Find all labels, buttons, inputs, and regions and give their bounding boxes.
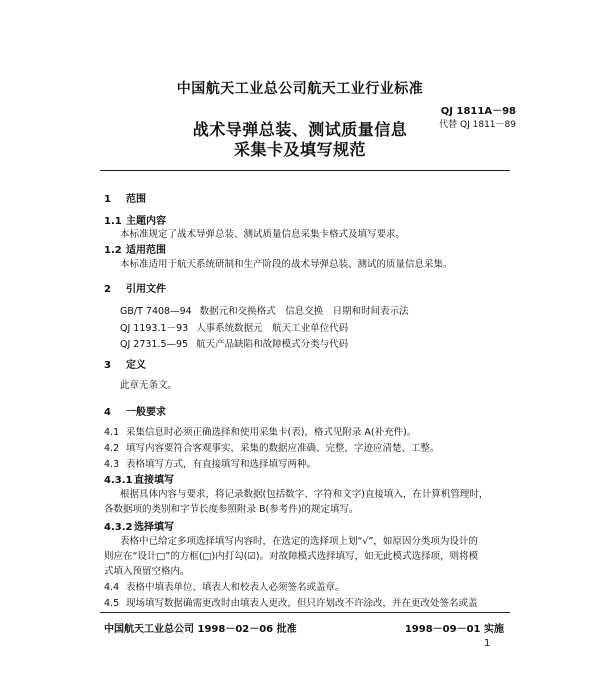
- section-1-2-number: 1.2: [104, 245, 122, 256]
- section-2-number: 2: [104, 284, 111, 295]
- section-4-3-2-heading: [104, 518, 174, 533]
- section-4-3-2-number: 4.3.2: [104, 522, 133, 533]
- section-4-3-1-heading: [104, 471, 174, 486]
- reference-code: QJ 2731.5—95: [120, 339, 189, 350]
- clause-text: 填写内容要符合客观事实，采集的数据应准确、完整，字迹应清楚、工整。: [126, 443, 440, 454]
- section-4-3-2-title: 选择填写: [134, 522, 174, 533]
- section-1-heading: [104, 190, 146, 205]
- section-4-3-1-title: 直接填写: [134, 475, 174, 486]
- clause-number: 4.3: [104, 459, 120, 470]
- standard-code: QJ 1811A－98: [440, 106, 516, 117]
- section-1-2-text: 本标准适用于航天系统研制和生产阶段的战术导弹总装、测试的质量信息采集。: [120, 259, 453, 270]
- document-title-line1: 战术导弹总装、测试质量信息: [192, 120, 408, 139]
- replaces-code: 代替 QJ 1811－89: [439, 120, 516, 130]
- section-4-3-2-line1: 表格中已给定多项选择填写内容时，在选定的选择项上划“√”，如原因分类项为设计的: [120, 536, 478, 547]
- section-3-title: 定义: [126, 360, 146, 371]
- section-4-3-2-line2: 则应在“设计□”的方框(□)内打勾(☑)。对故障模式选择填写，如无此模式选择项，则将模: [104, 551, 479, 562]
- effective-date: 1998－09－01 实施: [404, 624, 504, 635]
- clause-text: 表格填写方式，有直接填写和选择填写两种。: [126, 459, 317, 470]
- clause-number: 4.4: [104, 582, 120, 593]
- section-4-3-1-line1: 根据具体内容与要求，将记录数据(包括数字、字符和文字)直接填入，在计算机管理时，: [120, 489, 489, 500]
- clause-4-3: [104, 456, 316, 470]
- section-3-heading: [104, 356, 146, 371]
- section-1-title: 范围: [126, 194, 146, 205]
- document-title-line2: 采集卡及填写规范: [233, 140, 366, 159]
- reference-name: 数据元和交换格式 信息交换 日期和时间表示法: [199, 306, 409, 317]
- header-divider: [100, 170, 510, 171]
- reference-item: [120, 320, 348, 334]
- reference-name: 航天产品缺陷和故障模式分类与代码: [196, 339, 349, 350]
- section-1-1-number: 1.1: [104, 216, 122, 227]
- section-4-3-1-number: 4.3.1: [104, 475, 133, 486]
- section-1-1-text: 本标准规定了战术导弹总装、测试质量信息采集卡格式及填写要求。: [120, 229, 406, 240]
- section-3-number: 3: [104, 360, 111, 371]
- section-1-2-title: 适用范围: [126, 245, 166, 256]
- clause-number: 4.1: [104, 427, 120, 438]
- clause-text: 采集信息时必须正确选择和使用采集卡(表)，格式见附录 A(补充件)。: [126, 427, 417, 438]
- reference-code: GB/T 7408—94: [120, 306, 192, 317]
- reference-name: 人事系统数据元 航天工业单位代码: [196, 323, 349, 334]
- clause-4-4: [104, 579, 345, 593]
- clause-text: 表格中填表单位、填表人和校表人必须签名或盖章。: [126, 582, 345, 593]
- page-number: 1: [484, 638, 491, 649]
- reference-code: QJ 1193.1－93: [120, 323, 189, 334]
- clause-text: 现场填写数据确需更改时由填表人更改，但只许划改不许涂改，并在更改处签名或盖: [126, 598, 478, 609]
- reference-item: [120, 303, 409, 317]
- section-1-number: 1: [104, 194, 111, 205]
- clause-4-1: [104, 424, 416, 438]
- section-1-1-title: 主题内容: [126, 216, 166, 227]
- clause-4-5: [104, 595, 478, 609]
- section-4-title: 一般要求: [126, 407, 166, 418]
- section-2-title: 引用文件: [126, 284, 166, 295]
- section-4-number: 4: [104, 407, 111, 418]
- section-1-2-heading: [104, 241, 166, 256]
- clause-4-2: [104, 440, 440, 454]
- section-2-heading: [104, 280, 166, 295]
- clause-number: 4.5: [104, 598, 120, 609]
- standard-type-heading: 中国航天工业总公司航天工业行业标准: [176, 81, 424, 97]
- section-4-heading: [104, 403, 166, 418]
- section-4-3-2-line3: 式填入预留空格内。: [104, 566, 190, 577]
- section-1-1-heading: [104, 212, 166, 227]
- approval-line: 中国航天工业总公司 1998－02－06 批准: [104, 624, 297, 635]
- footer-divider: [100, 612, 510, 613]
- clause-number: 4.2: [104, 443, 120, 454]
- section-4-3-1-line2: 各数据项的类别和字节长度参照附录 B(参考件)的规定填写。: [104, 504, 359, 515]
- section-3-text: 此章无条文。: [120, 380, 178, 391]
- reference-item: [120, 336, 348, 350]
